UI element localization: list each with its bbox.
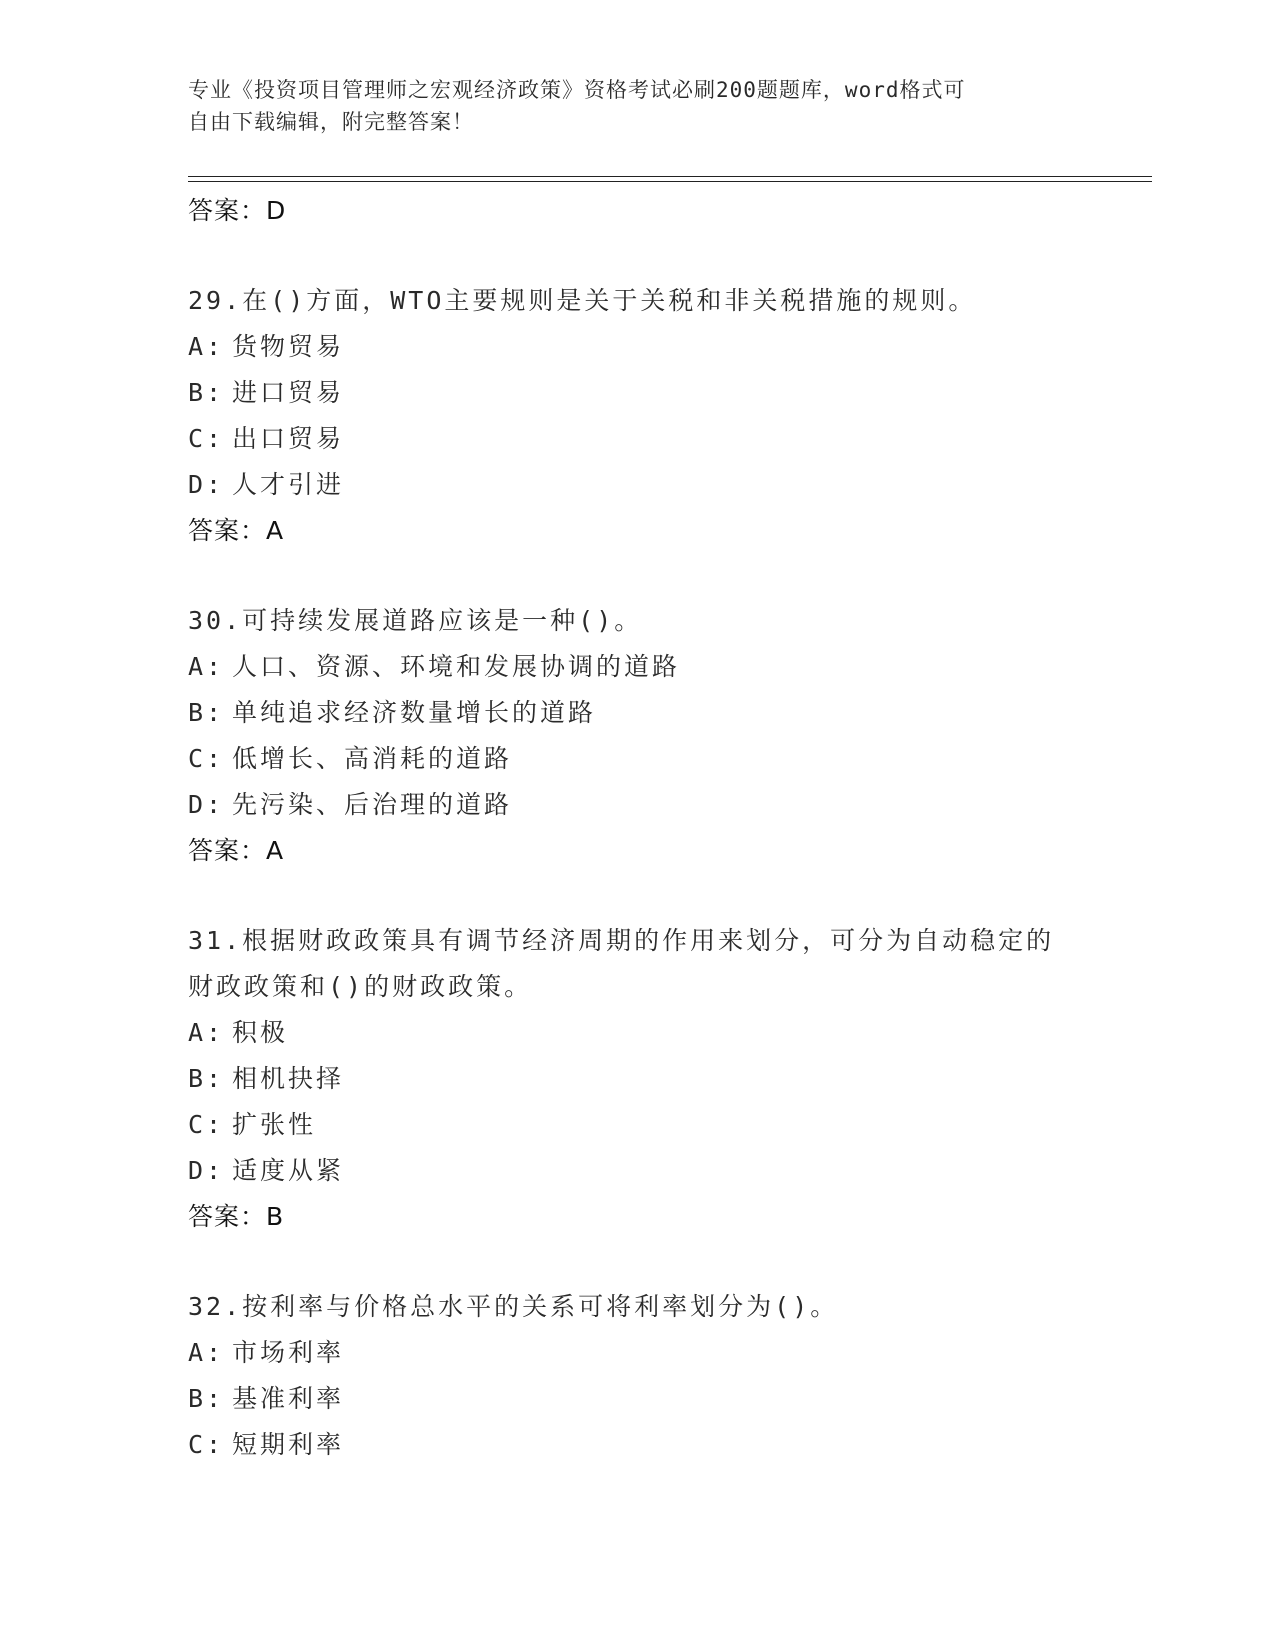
option-c (188, 1102, 1088, 1148)
option-label: B: (188, 698, 225, 727)
option-b (188, 370, 1088, 416)
question-stem: 30.可持续发展道路应该是一种()。 (188, 606, 643, 635)
option-a (188, 1330, 1088, 1376)
option-label: C: (188, 744, 225, 773)
header-divider-top (188, 176, 1152, 177)
option-text: 积极 (232, 1018, 289, 1047)
option-a (188, 1010, 1088, 1056)
option-a (188, 324, 1088, 370)
option-text: 货物贸易 (232, 332, 345, 361)
option-label: D: (188, 790, 225, 819)
option-label: A: (188, 652, 225, 681)
option-text: 人才引进 (232, 470, 345, 499)
option-label: A: (188, 1018, 225, 1047)
option-text: 短期利率 (232, 1430, 345, 1459)
option-label: C: (188, 424, 225, 453)
header-line-2: 自由下载编辑，附完整答案！ (188, 110, 474, 134)
option-c (188, 1422, 1088, 1468)
option-a (188, 644, 1088, 690)
option-label: B: (188, 1064, 225, 1093)
option-text: 进口贸易 (232, 378, 345, 407)
answer: 答案：B (188, 1202, 285, 1231)
option-text: 市场利率 (232, 1338, 345, 1367)
question-31 (188, 918, 1088, 1240)
question-stem-line-1: 31.根据财政政策具有调节经济周期的作用来划分，可分为自动稳定的 (188, 926, 1055, 955)
question-29 (188, 278, 1088, 554)
option-d (188, 462, 1088, 508)
question-30 (188, 598, 1088, 874)
previous-answer: 答案：D (188, 196, 287, 225)
option-label: B: (188, 378, 225, 407)
option-text: 单纯追求经济数量增长的道路 (232, 698, 597, 727)
option-label: C: (188, 1430, 225, 1459)
option-label: A: (188, 1338, 225, 1367)
option-d (188, 1148, 1088, 1194)
option-label: A: (188, 332, 225, 361)
document-header (188, 74, 1088, 138)
option-text: 出口贸易 (232, 424, 345, 453)
option-label: C: (188, 1110, 225, 1139)
option-text: 适度从紧 (232, 1156, 345, 1185)
option-b (188, 690, 1088, 736)
option-c (188, 416, 1088, 462)
option-text: 基准利率 (232, 1384, 345, 1413)
option-b (188, 1376, 1088, 1422)
option-b (188, 1056, 1088, 1102)
option-text: 先污染、后治理的道路 (232, 790, 513, 819)
question-stem: 29.在()方面，WTO主要规则是关于关税和非关税措施的规则。 (188, 286, 977, 315)
question-32 (188, 1284, 1088, 1468)
option-text: 低增长、高消耗的道路 (232, 744, 513, 773)
option-label: D: (188, 1156, 225, 1185)
option-c (188, 736, 1088, 782)
option-label: B: (188, 1384, 225, 1413)
header-divider-bottom (188, 181, 1152, 182)
option-text: 扩张性 (232, 1110, 317, 1139)
option-text: 人口、资源、环境和发展协调的道路 (232, 652, 681, 681)
question-stem-line-2: 财政政策和()的财政政策。 (188, 972, 533, 1001)
answer: 答案：A (188, 836, 285, 865)
option-text: 相机抉择 (232, 1064, 345, 1093)
header-line-1: 专业《投资项目管理师之宏观经济政策》资格考试必刷200题题库，word格式可 (188, 78, 966, 102)
option-label: D: (188, 470, 225, 499)
question-stem: 32.按利率与价格总水平的关系可将利率划分为()。 (188, 1292, 839, 1321)
answer: 答案：A (188, 516, 285, 545)
option-d (188, 782, 1088, 828)
question-list (188, 188, 1088, 1468)
